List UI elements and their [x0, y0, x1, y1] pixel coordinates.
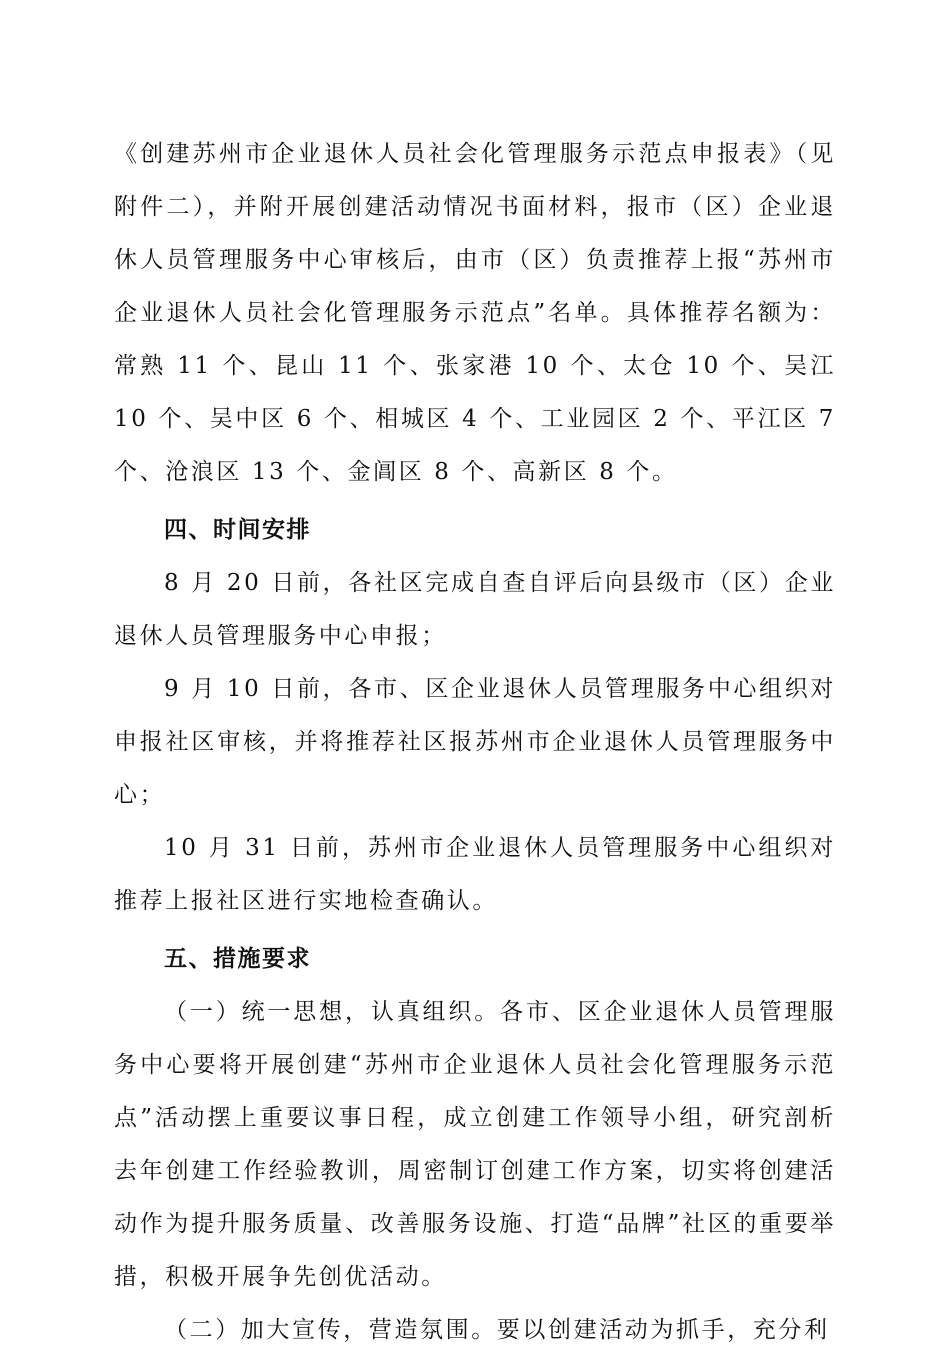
paragraph-measure-2: （二）加大宣传，营造氛围。要以创建活动为抓手，充分利	[164, 1317, 830, 1343]
paragraph-aug-20: 8 月 20 日前，各社区完成自查自评后向县级市（区）企业退休人员管理服务中心申报；	[114, 570, 836, 649]
paragraph-application-form: 《创建苏州市企业退休人员社会化管理服务示范点申报表》（见附件二），并附开展创建活动情况书面材料，报市（区）企业退休人员管理服务中心审核后，由市（区）负责推荐上报“苏州市企业退休人员社会化管理服务示范点”名单。具体推荐名额为：常熟 11 个、昆山 11 个、张家港 10 个、太仓 10 个、吴江 10 个、吴中区 6 个、相城区 4 个、工业园区 2 个、平江区 7 个、沧浪区 13 个、金阊区 8 个、高新区 8 个。	[114, 141, 836, 485]
paragraph-oct-31: 10 月 31 日前，苏州市企业退休人员管理服务中心组织对推荐上报社区进行实地检查确认。	[114, 835, 836, 914]
paragraph-measure-1: （一）统一思想，认真组织。各市、区企业退休人员管理服务中心要将开展创建“苏州市企业退休人员社会化管理服务示范点”活动摆上重要议事日程，成立创建工作领导小组，研究剖析去年创建工作经验教训，周密制订创建工作方案，切实将创建活动作为提升服务质量、改善服务设施、打造“品牌”社区的重要举措，积极开展争先创优活动。	[114, 999, 836, 1290]
section-heading-schedule: 四、时间安排	[164, 517, 311, 543]
paragraph-sep-10: 9 月 10 日前，各市、区企业退休人员管理服务中心组织对申报社区审核，并将推荐社区报苏州市企业退休人员管理服务中心；	[114, 676, 836, 808]
section-heading-measures: 五、措施要求	[164, 946, 311, 972]
document-body	[114, 128, 836, 1357]
